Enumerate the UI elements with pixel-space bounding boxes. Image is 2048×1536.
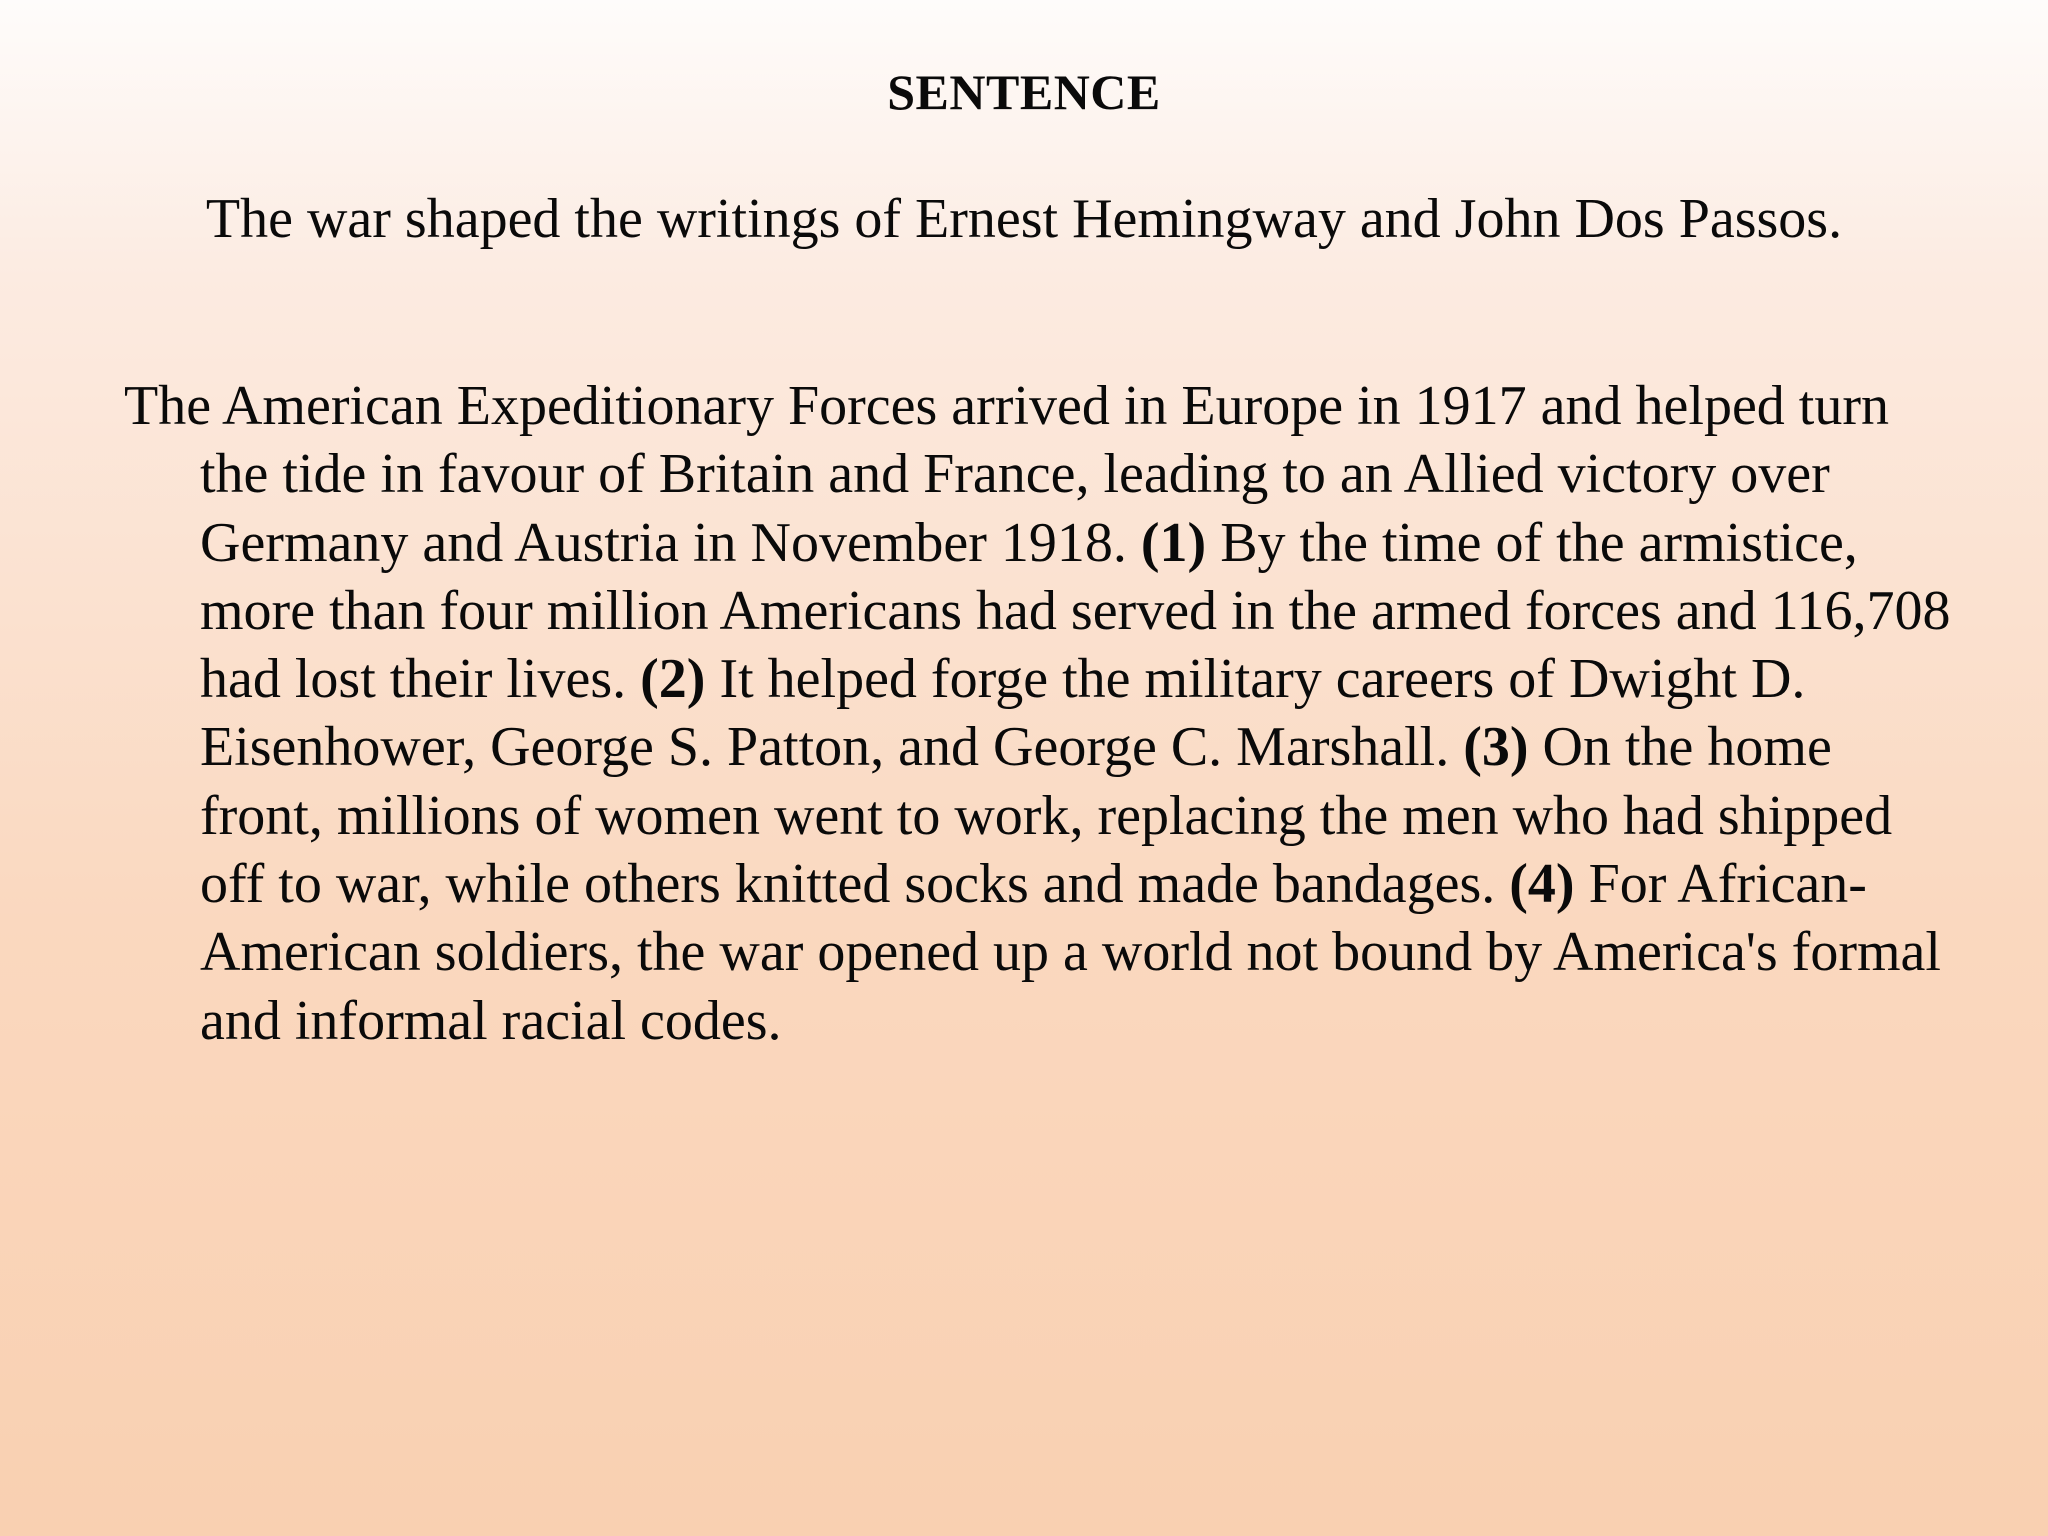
passage-text: The American Expeditionary Forces arrived in Europe in 1917 and helped turn the tide in favour of Britain and France, leading to an Allied victory over Germany and Austria in November 1918. xyxy=(124,375,1890,574)
target-sentence: The war shaped the writings of Ernest Hemingway and John Dos Passos. xyxy=(205,188,1843,250)
passage-paragraph xyxy=(124,372,1960,1055)
insertion-marker-4: (4) xyxy=(1509,853,1575,916)
insertion-marker-1: (1) xyxy=(1140,511,1207,574)
passage-text: On the home front, millions of women went to work, replacing the men who had shipped off to war, while others knitted socks and made bandages. xyxy=(200,716,1893,916)
passage-text: It helped forge the military careers of Dwight D. Eisenhower, George S. Patton, and George C. Marshall. xyxy=(200,648,1806,779)
passage-text: By the time of the armistice, more than four million Americans had served in the armed forces and 116,708 had lost their lives. xyxy=(200,511,1951,711)
insertion-marker-2: (2) xyxy=(640,648,706,711)
passage-text: For African- American soldiers, the war opened up a world not bound by America's formal and informal racial codes. xyxy=(200,853,1941,1052)
slide-title: SENTENCE xyxy=(887,64,1161,120)
insertion-marker-3: (3) xyxy=(1463,716,1529,779)
